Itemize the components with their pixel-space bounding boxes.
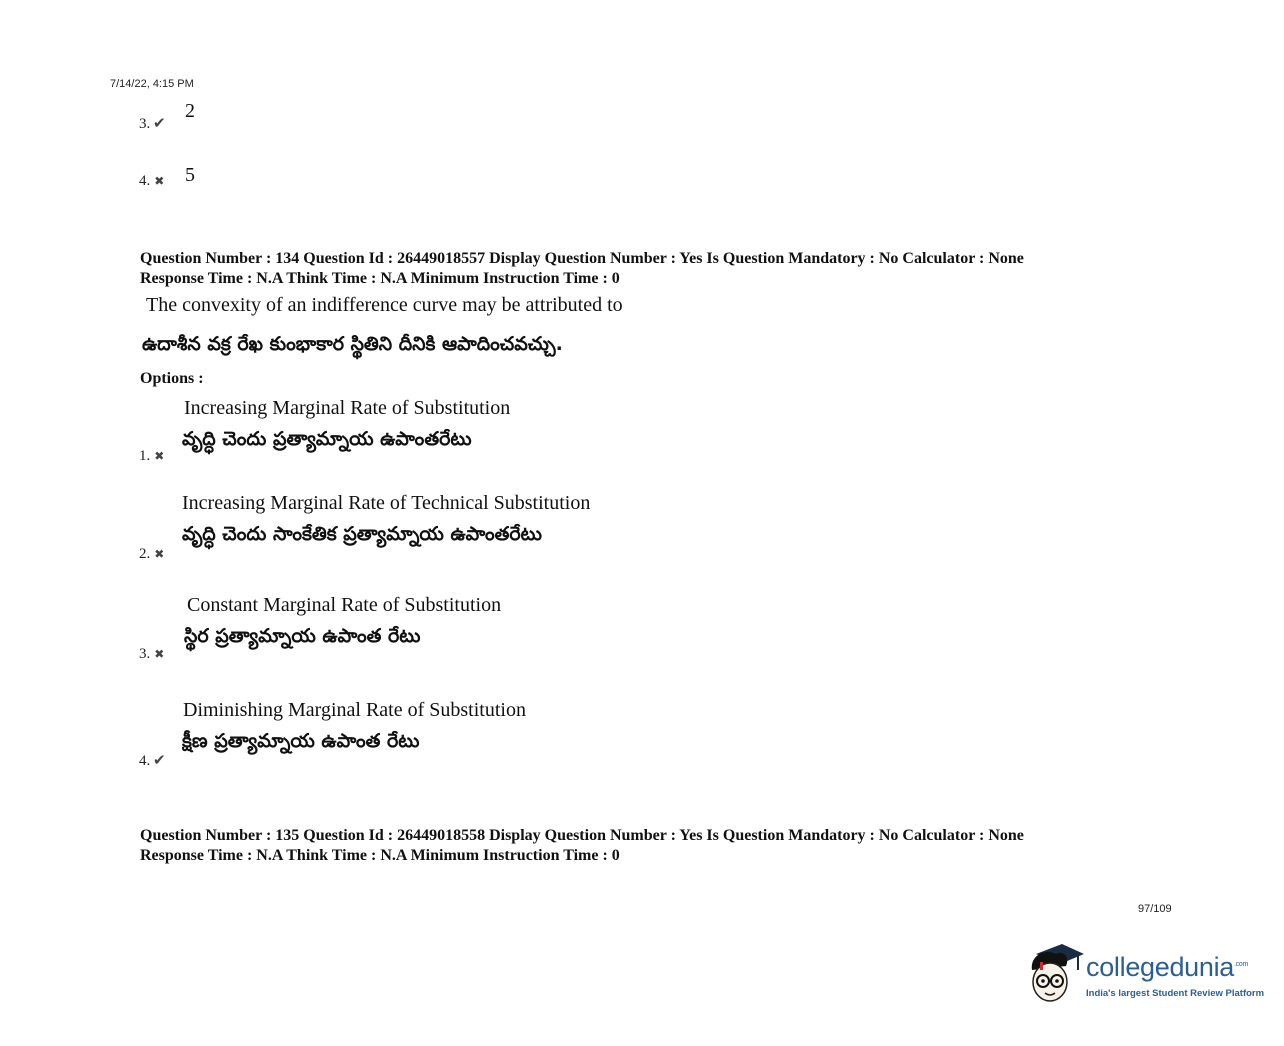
option-number: 3. bbox=[139, 116, 151, 132]
q135-meta bbox=[140, 826, 1140, 866]
option-4-telugu: క్షీణ ప్రత్యామ్నాయ ఉపాంత రేటు bbox=[182, 730, 420, 752]
wrong-icon: ✖ bbox=[154, 449, 165, 463]
option-4-english: Diminishing Marginal Rate of Substitution bbox=[183, 699, 526, 721]
q134-meta bbox=[140, 249, 1140, 289]
option-number: 4. bbox=[139, 173, 151, 189]
collegedunia-logo bbox=[1026, 940, 1265, 1010]
prev-option-3 bbox=[139, 114, 168, 133]
option-1-telugu: వృద్ధి చెందు ప్రత్యామ్నాయ ఉపాంతరేటు bbox=[182, 428, 472, 450]
logo-wordmark bbox=[1086, 952, 1248, 983]
prev-option-4-value: 5 bbox=[185, 164, 195, 186]
wrong-icon: ✖ bbox=[154, 547, 165, 561]
option-3-english: Constant Marginal Rate of Substitution bbox=[187, 594, 502, 616]
q134-meta-line2: Response Time : N.A Think Time : N.A Minimum Instruction Time : 0 bbox=[140, 270, 620, 287]
option-4-marker bbox=[139, 751, 168, 770]
q134-stem-telugu: ఉదాశీన వక్ర రేఖ కుంభాకార స్థితిని దీనికి ఆపాదించవచ్చు. bbox=[142, 333, 563, 355]
logo-name: collegedunia bbox=[1086, 952, 1235, 982]
correct-icon: ✔ bbox=[152, 753, 166, 769]
option-1-english: Increasing Marginal Rate of Substitution bbox=[184, 397, 511, 419]
option-number: 3. bbox=[139, 646, 151, 662]
logo-tagline: India's largest Student Review Platform bbox=[1086, 988, 1265, 999]
q134-meta-line1: Question Number : 134 Question Id : 26449018557 Display Question Number : Yes Is Question Mandatory : No Calculator : None bbox=[140, 250, 1024, 267]
print-timestamp: 7/14/22, 4:15 PM bbox=[110, 78, 194, 90]
logo-suffix: .com bbox=[1234, 961, 1249, 968]
q134-stem-english: The convexity of an indifference curve may be attributed to bbox=[146, 294, 623, 316]
option-2-telugu: వృద్ధి చెందు సాంకేతిక ప్రత్యామ్నాయ ఉపాంతరేటు bbox=[182, 523, 542, 545]
correct-icon: ✔ bbox=[152, 116, 166, 132]
page-number: 97/109 bbox=[1138, 903, 1172, 915]
q135-meta-line2: Response Time : N.A Think Time : N.A Minimum Instruction Time : 0 bbox=[140, 847, 620, 864]
wrong-icon: ✖ bbox=[154, 647, 165, 661]
q135-meta-line1: Question Number : 135 Question Id : 26449018558 Display Question Number : Yes Is Question Mandatory : No Calculator : None bbox=[140, 827, 1024, 844]
option-2-english: Increasing Marginal Rate of Technical Substitution bbox=[182, 492, 591, 514]
prev-option-3-value: 2 bbox=[185, 100, 195, 122]
option-number: 2. bbox=[139, 546, 151, 562]
option-3-telugu: స్థిర ప్రత్యామ్నాయ ఉపాంత రేటు bbox=[184, 625, 421, 647]
option-3-marker bbox=[139, 645, 168, 663]
option-number: 4. bbox=[139, 753, 151, 769]
option-1-marker bbox=[139, 447, 168, 465]
options-label: Options : bbox=[140, 370, 204, 387]
prev-option-4 bbox=[139, 172, 168, 190]
wrong-icon: ✖ bbox=[154, 174, 165, 188]
student-mascot-icon bbox=[1026, 940, 1086, 1010]
option-number: 1. bbox=[139, 448, 151, 464]
option-2-marker bbox=[139, 545, 168, 563]
